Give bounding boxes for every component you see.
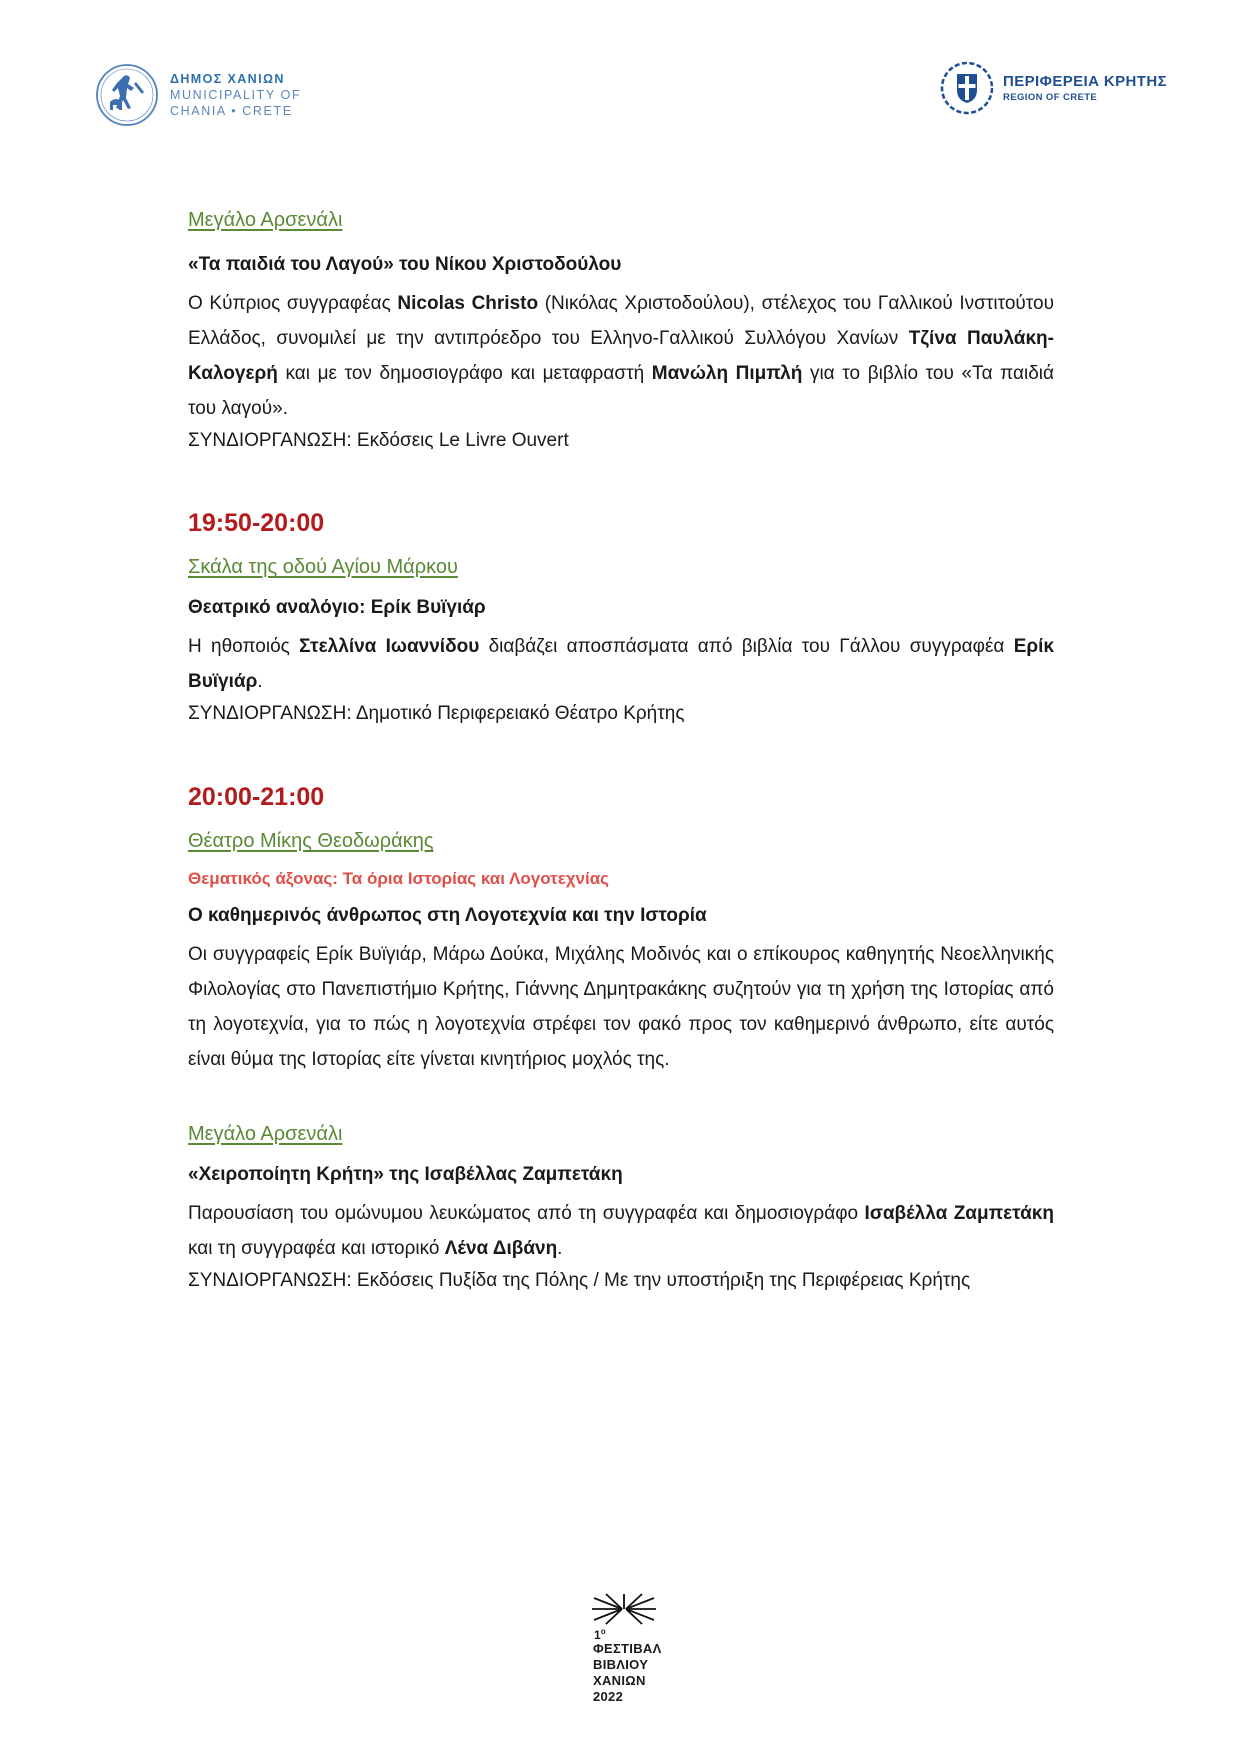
venue-heading: Μεγάλο Αρσενάλι [188,209,343,231]
event-description: Οι συγγραφείς Ερίκ Βυϊγιάρ, Μάρω Δούκα, Μιχάλης Μοδινός και ο επίκουρος καθηγητής Νεοελληνικής Φιλολογίας στο Πανεπιστήμιο Κρήτης, Γιάννης Δημητρακάκης συζητούν για τη χρήση της Ιστορίας από τη λογοτεχνία, για το πώς η λογοτεχνία στρέφει τον φακό προς τον καθημερινό άνθρωπο, είτε αυτός είναι θύμα της Ιστορίας είτε γίνεται κινητήριος μοχλός της. [188,944,1054,1070]
festival-edition: $1^o$ [594,1627,606,1642]
event-description: Η ηθοποιός Στελλίνα Ιωαννίδου διαβάζει αποσπάσματα από βιβλία του Γάλλου συγγραφέα Ερίκ Βυϊγιάρ. [188,636,1055,692]
person-name: Στελλίνα Ιωαννίδου [299,636,480,657]
venue-heading: Σκάλα της οδού Αγίου Μάρκου [188,556,458,578]
municipality-logo [94,62,301,128]
venue-heading: Θέατρο Μίκης Θεοδωράκης [188,830,434,852]
festival-logo [590,1592,700,1705]
time-slot: 20:00-21:00 [188,783,325,811]
festival-year: 2022 [593,1689,624,1704]
event-description: Παρουσίαση του ομώνυμου λευκώματος από τη συγγραφέα και δημοσιογράφο Ισαβέλλα Ζαμπετάκη και τη συγγραφέα και ιστορικό Λένα Διβάνη. [188,1203,1054,1259]
greek-coat-of-arms-icon [939,60,995,116]
person-name: Μανώλη Πιμπλή [651,363,803,384]
venue-heading: Μεγάλο Αρσενάλι [188,1123,343,1145]
co-organizer: ΣΥΝΔΙΟΡΓΑΝΩΣΗ: Δημοτικό Περιφερειακό Θέατρο Κρήτης [188,703,685,724]
person-name: Ισαβέλλα Ζαμπετάκη [864,1203,1054,1224]
festival-name-line: ΦΕΣΤΙΒΑΛ [593,1641,662,1656]
co-organizer: ΣΥΝΔΙΟΡΓΑΝΩΣΗ: Εκδόσεις Le Livre Ouvert [188,430,569,451]
thematic-axis: Θεματικός άξονας: Τα όρια Ιστορίας και Λογοτεχνίας [188,869,610,888]
person-name: Λένα Διβάνη [444,1238,558,1259]
municipality-location: CHANIA • CRETE [170,104,293,118]
co-organizer: ΣΥΝΔΙΟΡΓΑΝΩΣΗ: Εκδόσεις Πυξίδα της Πόλης / Με την υποστήριξη της Περιφέρειας Κρήτης [188,1270,971,1291]
event-title: Ο καθημερινός άνθρωπος στη Λογοτεχνία και την Ιστορία [188,905,707,926]
time-slot: 19:50-20:00 [188,509,325,537]
event-description: Ο Κύπριος συγγραφέας Nicolas Christo (Νικόλας Χριστοδούλου), στέλεχος του Γαλλικού Ινστιτούτου Ελλάδος, συνομιλεί με την αντιπρόεδρο του Ελληνο-Γαλλικού Συλλόγου Χανίων Τζίνα Παυλάκη-Καλογερή και με τον δημοσιογράφο και μεταφραστή Μανώλη Πιμπλή για το βιβλίο του «Τα παιδιά του λαγού». [188,293,1055,419]
municipality-emblem-icon [94,62,160,128]
event-title: «Τα παιδιά του Λαγού» του Νίκου Χριστοδούλου [188,254,622,275]
municipality-name: ΔΗΜΟΣ ΧΑΝΙΩΝ [170,72,285,86]
region-name: ΠΕΡΙΦΕΡΕΙΑ ΚΡΗΤΗΣ [1003,73,1167,90]
municipality-name-en: MUNICIPALITY OF [170,88,302,102]
festival-name-line: ΒΙΒΛΙΟΥ [593,1657,649,1672]
person-name: Ερίκ Βυϊγιάρ [188,636,1055,692]
event-title: «Χειροποίητη Κρήτη» της Ισαβέλλας Ζαμπετάκη [188,1164,623,1185]
person-name: Nicolas Christo [397,293,539,314]
region-name-en: REGION OF CRETE [1003,92,1098,103]
festival-name-line: ΧΑΝΙΩΝ [593,1673,646,1688]
burst-icon [592,1592,656,1626]
program-content [188,206,1054,1296]
region-logo [939,60,1167,116]
event-title: Θεατρικό αναλόγιο: Ερίκ Βυϊγιάρ [188,597,486,618]
person-name: Τζίνα Παυλάκη-Καλογερή [188,328,1054,384]
